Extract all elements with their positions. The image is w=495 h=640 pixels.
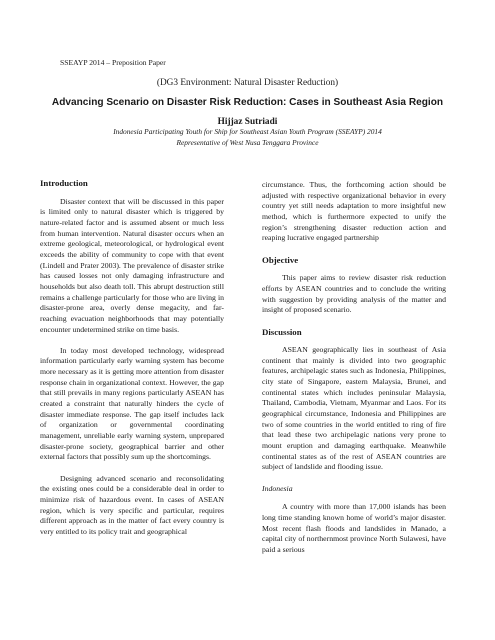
conference-line: SSEAYP 2014 – Preposition Paper [60, 58, 166, 67]
left-column [40, 178, 224, 548]
objective-heading: Objective [262, 254, 299, 265]
indonesia-subheading: Indonesia [262, 483, 293, 493]
introduction-heading: Introduction [40, 178, 88, 188]
introduction-paragraph: Designing advanced scenario and reconsolidating the existing ones could be a considerable deal in order to minimize risk of hazardous event. In cases of ASEAN region, which is very specific and particular, requires different approach as in the matter of fact every country is very entitled to its policy trait and geographical [40, 473, 224, 536]
introduction-paragraph: Disaster context that will be discussed in this paper is limited only to natural disaster which is triggered by nature-related factor and is assumed absent or much less from human intervention. Natural disaster occurs when an extreme geological, meteorological, or hydrological event exceeds the ability of community to cope with that event (Lindell and Prater 2003). The prevalence of disaster strike has caused losses not only damaging infrastructure and households but also death toll. This abrupt destruction still remains a challenge particularly for those who are living in disaster-prone area, overly dense megacity, and far-reaching evacuation neighborhoods that may potentially encounter undetermined strike on time basis. [40, 196, 224, 334]
topic-line: (DG3 Environment: Natural Disaster Reduction) [156, 78, 339, 88]
author-affiliation [0, 127, 495, 148]
paper-title: Advancing Scenario on Disaster Risk Reduction: Cases in Southeast Asia Region [51, 97, 444, 108]
discussion-heading: Discussion [262, 326, 302, 337]
introduction-paragraph: In today most developed technology, widespread information particularly early warning system has become more necessary as it is getting more attention from disaster response chain in organizational context. However, the gap that still prevails in many regions particularly ASEAN has created a constraint that naturally hinders the cycle of disaster immediate response. The gap itself includes lack of organization or governmental coordinating management, unreliable early warning system, unprepared disaster-prone society, geographical barrier and other external factors that possibly sum up the shortcomings. [40, 345, 224, 462]
continuation-paragraph: circumstance. Thus, the forthcoming action should be adjusted with respective organizational behavior in every country yet still needs adaptation to more insightful new method, which is furthermore expected to unify the region’s strengthening disaster reduction action and reaping lucrative engaged partnership [262, 180, 446, 243]
affiliation-line-2: Representative of West Nusa Tenggara Province [176, 137, 319, 147]
right-column [262, 180, 446, 566]
indonesia-paragraph: A country with more than 17,000 islands has been long time standing known home of world’s major disaster. Most recent flash floods and landslides in Manado, a capital city of northernmost province North Sulawesi, have paid a serious [262, 502, 446, 554]
author-name: Hijjaz Sutriadi [217, 117, 278, 127]
discussion-paragraph: ASEAN geographically lies in southeast of Asia continent that mainly is divided into two geographic features, archipelagic states such as Indonesia, Philippines, city state of Singapore, eastern Malaysia, Brunei, and continental states which includes peninsular Malaysia, Thailand, Cambodia, Vietnam, Myanmar and Laos. For its geographical circumstance, Indonesia and Philippines are two of some countries in the world entitled to ring of fire that lead these two archipelagic nations very prone to mount eruption and damaging earthquake. Meanwhile continental states as of the rest of ASEAN countries are subject of landslide and flooding issue. [262, 345, 446, 472]
objective-paragraph: This paper aims to review disaster risk reduction efforts by ASEAN countries and to conclude the writing with suggestion by providing analysis of the matter and insight of proposed scenario. [262, 273, 446, 315]
affiliation-line-1: Indonesia Participating Youth for Ship for Southeast Asian Youth Program (SSEAYP) 2014 [113, 127, 382, 136]
